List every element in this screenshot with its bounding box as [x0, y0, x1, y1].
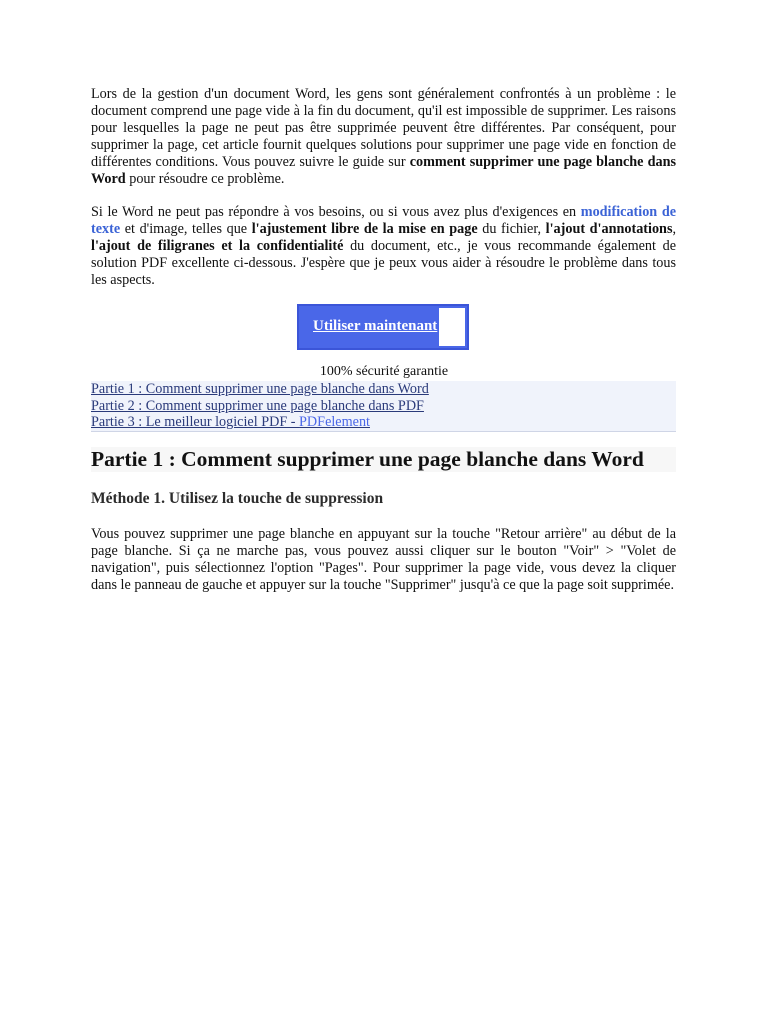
para2-text-d: , — [672, 220, 677, 237]
para2-text-c: du fichier, — [477, 220, 546, 237]
method-1-heading: Méthode 1. Utilisez la touche de suppression — [91, 490, 384, 507]
intro-text-end: pour résoudre ce problème. — [125, 170, 285, 187]
para2-bold-annotations: l'ajout d'annotations — [545, 220, 673, 237]
toc-item-part3-text: Partie 3 : Le meilleur logiciel PDF - — [91, 414, 300, 431]
intro-paragraph-1 — [91, 86, 676, 187]
para2-text-b: et d'image, telles que — [120, 220, 252, 237]
para2-text-e: du document, etc., je vous recommande également de solution PDF excellente ci-dessous. J'espère que je peux vous aider à résoudre le problème dans tous les aspects. — [91, 237, 676, 288]
toc-item-part1[interactable]: Partie 1 : Comment supprimer une page blanche dans Word — [91, 381, 429, 397]
para2-text-a: Si le Word ne peut pas répondre à vos besoins, ou si vous avez plus d'exigences en — [91, 204, 581, 220]
use-now-button-label: Utiliser maintenant — [313, 318, 438, 334]
table-of-contents — [91, 381, 676, 432]
use-now-button-wrap[interactable] — [297, 304, 469, 350]
para2-bold-watermarks: l'ajout de filigranes et la confidentialité — [91, 237, 344, 254]
toc-item-part3[interactable] — [91, 414, 676, 431]
intro-bold-phrase: comment supprimer une page blanche dans Word — [91, 153, 676, 187]
intro-text: Lors de la gestion d'un document Word, les gens sont généralement confrontés à un problème : le document comprend une page vide à la fin du document, qu'il est impossible de supprimer. Les raisons pour lesquelles la page ne peut pas être supprimée peuvent être différentes. Par conséquent, pour supprimer la page, cet article fournit quelques solutions pour supprimer une page vide en fonction de différentes conditions. Vous pouvez suivre le guide sur — [91, 86, 676, 170]
intro-paragraph-2 — [91, 204, 676, 289]
para2-bold-layout: l'ajustement libre de la mise en page — [251, 220, 478, 237]
security-note: 100% sécurité garantie — [319, 364, 449, 379]
section-1-heading: Partie 1 : Comment supprimer une page blanche dans Word — [91, 447, 676, 472]
use-now-button[interactable] — [297, 304, 469, 350]
toc-item-part3-brand: PDFelement — [299, 414, 370, 431]
method-1-paragraph: Vous pouvez supprimer une page blanche en appuyant sur la touche "Retour arrière" au début de la page blanche. Si ça ne marche pas, vous pouvez aussi cliquer sur le bouton "Voir" > "Volet de navigation", puis sélectionnez l'option "Pages". Pour supprimer la page vide, vous devez la cliquer dans le panneau de gauche et appuyer sur la touche "Supprimer" jusqu'à ce que la page soit supprimée. — [91, 526, 676, 593]
text-editing-link[interactable]: modification de texte — [91, 204, 677, 237]
toc-item-part2[interactable]: Partie 2 : Comment supprimer une page blanche dans PDF — [91, 397, 424, 414]
button-overlay — [439, 308, 465, 346]
